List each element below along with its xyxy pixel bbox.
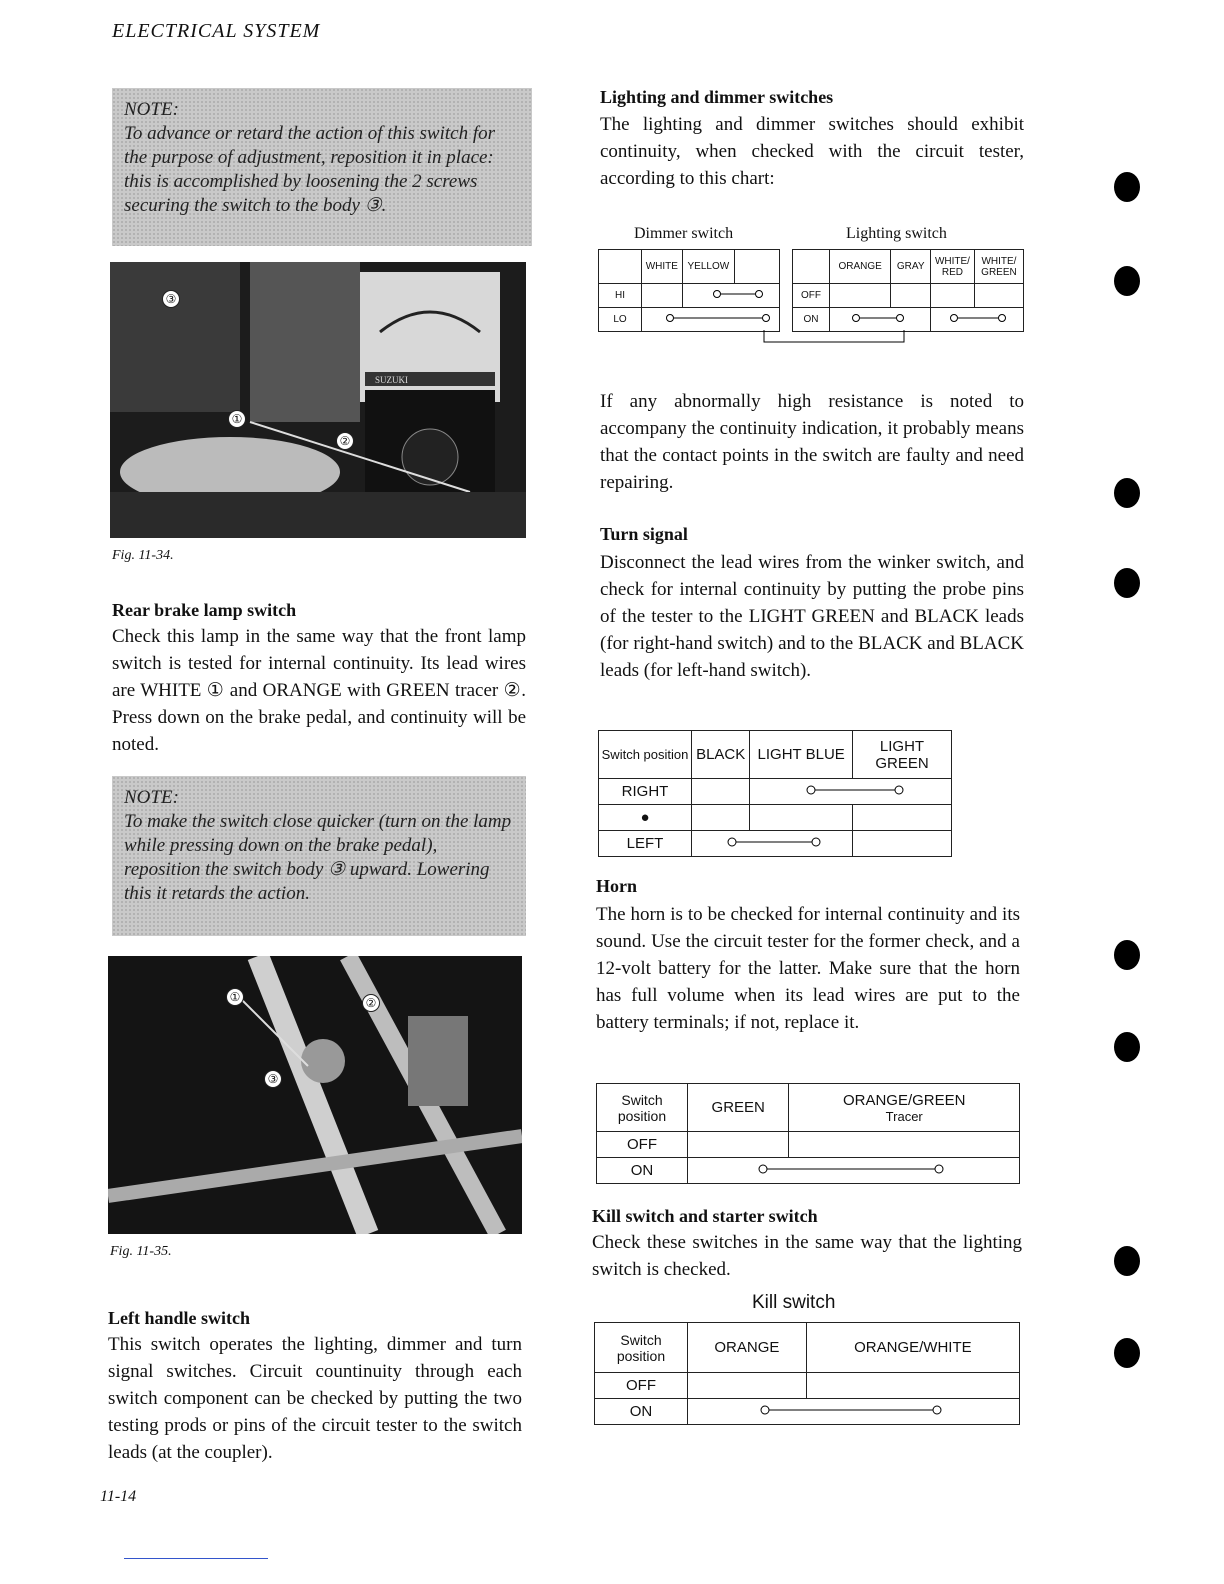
- kill-heading: Kill switch and starter switch: [592, 1206, 818, 1226]
- row-label: OFF: [595, 1373, 688, 1399]
- binding-hole: [1114, 1338, 1140, 1368]
- note-text: To make the switch close quicker (turn on the lamp while pressing down on the brake pedal), reposition the switch body ③ upward. Lowering this it retards the action.: [124, 811, 512, 904]
- note-box-1: [112, 88, 532, 246]
- col-header: ORANGE/WHITE: [806, 1323, 1019, 1373]
- note-text: To advance or retard the action of this switch for the purpose of adjustment, reposition it in place: this is accomplished by loosening the 2 screws securing the switch to the body ③.: [124, 123, 496, 216]
- row-label: ●: [599, 805, 692, 831]
- col-header: ORANGE: [830, 250, 891, 284]
- continuity-mark: [750, 779, 952, 805]
- lighting-table: [792, 249, 1024, 332]
- note-title: NOTE:: [124, 99, 179, 120]
- figure-11-35-caption: Fig. 11-35.: [110, 1244, 172, 1259]
- meter-brand: SUZUKI: [375, 375, 408, 385]
- col-header-sub: Tracer: [885, 1108, 923, 1124]
- callout-1: ①: [228, 410, 246, 428]
- figure-11-34-photo: [110, 262, 526, 538]
- left-handle-heading: Left handle switch: [108, 1308, 251, 1328]
- note-box-2: [112, 776, 526, 936]
- resistance-text: If any abnormally high resistance is noted to accompany the continuity indication, it probably means that the contact points in the switch are faulty and need repairing.: [600, 391, 1024, 493]
- turn-signal-table: [598, 730, 952, 857]
- continuity-mark: [830, 308, 931, 332]
- binding-hole: [1114, 478, 1140, 508]
- page-header: ELECTRICAL SYSTEM: [112, 20, 321, 42]
- binding-hole: [1114, 568, 1140, 598]
- col-header-main: ORANGE/GREEN: [842, 1091, 966, 1109]
- footer-rule: [124, 1558, 268, 1559]
- col-header: LIGHT GREEN: [853, 731, 952, 779]
- brake-switch-photo-illustration: [108, 956, 522, 1234]
- binding-hole: [1114, 266, 1140, 296]
- continuity-mark: [931, 308, 1024, 332]
- row-label: LO: [599, 308, 642, 332]
- continuity-mark: [688, 1158, 1020, 1184]
- row-label: ON: [595, 1399, 688, 1425]
- kill-text: Check these switches in the same way that the lighting switch is checked.: [592, 1232, 1022, 1280]
- binding-hole: [1114, 172, 1140, 202]
- callout-3: ③: [264, 1070, 282, 1088]
- figure-11-35-photo: [108, 956, 522, 1234]
- note-title: NOTE:: [124, 787, 179, 808]
- callout-2: ②: [362, 994, 380, 1012]
- row-label: OFF: [597, 1132, 688, 1158]
- dimmer-title: Dimmer switch: [634, 225, 734, 242]
- col-header: Switch position: [595, 1323, 688, 1373]
- lighting-title: Lighting switch: [846, 225, 947, 242]
- figure-11-34-caption: Fig. 11-34.: [112, 548, 174, 563]
- row-label: HI: [599, 284, 642, 308]
- col-header: WHITE/ RED: [931, 250, 975, 284]
- continuity-mark: [642, 308, 780, 332]
- callout-3: ③: [162, 290, 180, 308]
- horn-heading: Horn: [596, 876, 638, 896]
- col-header: LIGHT BLUE: [750, 731, 853, 779]
- horn-table: [596, 1083, 1020, 1184]
- horn-text: The horn is to be checked for internal continuity and its sound. Use the circuit tester for the former check, and a 12-volt battery for the latter. Make sure that the horn has full volume when its lead wires are put to the battery terminals; if not, replace it.: [596, 904, 1020, 1033]
- col-header: ORANGE: [688, 1323, 807, 1373]
- turn-signal-heading: Turn signal: [600, 524, 688, 544]
- continuity-mark: [682, 284, 779, 308]
- binding-hole: [1114, 1032, 1140, 1062]
- lighting-heading: Lighting and dimmer switches: [600, 87, 834, 107]
- dimmer-table: [598, 249, 780, 332]
- binding-hole: [1114, 1246, 1140, 1276]
- row-label: OFF: [793, 284, 830, 308]
- row-label: LEFT: [599, 831, 692, 857]
- col-header: GRAY: [891, 250, 931, 284]
- row-label: ON: [597, 1158, 688, 1184]
- turn-signal-text: Disconnect the lead wires from the winker switch, and check for internal continuity by putting the probe pins of the tester to the LIGHT GREEN and BLACK leads (for right-hand switch) and to the BLACK and BLACK leads (for left-hand switch).: [600, 552, 1024, 681]
- row-label: ON: [793, 308, 830, 332]
- col-header: GREEN: [688, 1084, 789, 1132]
- continuity-mark: [692, 831, 853, 857]
- col-header: BLACK: [692, 731, 750, 779]
- callout-1: ①: [226, 988, 244, 1006]
- binding-hole: [1114, 940, 1140, 970]
- left-handle-text: This switch operates the lighting, dimmer and turn signal switches. Circuit countinuity through each switch component can be checked by putting the two testing prods or pins of the circuit tester to the switch leads (at the coupler).: [108, 1334, 522, 1463]
- callout-2: ②: [336, 432, 354, 450]
- col-header: Switch position: [597, 1084, 688, 1132]
- row-label: RIGHT: [599, 779, 692, 805]
- col-header: [789, 1084, 1020, 1132]
- rear-brake-heading: Rear brake lamp switch: [112, 600, 297, 620]
- kill-table-title: Kill switch: [752, 1292, 836, 1313]
- lighting-text: The lighting and dimmer switches should exhibit continuity, when checked with the circuit tester, according to this chart:: [600, 114, 1024, 189]
- continuity-mark: [688, 1399, 1020, 1425]
- kill-switch-table: [594, 1322, 1020, 1425]
- col-header: WHITE/ GREEN: [974, 250, 1023, 284]
- rear-brake-text: Check this lamp in the same way that the front lamp switch is tested for internal continuity. Its lead wires are WHITE ① and ORANGE with GREEN tracer ②. Press down on the brake pedal, and continuity will be noted.: [112, 626, 526, 755]
- page-number: 11-14: [100, 1488, 137, 1505]
- col-header: WHITE: [642, 250, 683, 284]
- col-header: YELLOW: [682, 250, 734, 284]
- table-link-line: [760, 330, 910, 346]
- col-header: Switch position: [599, 731, 692, 779]
